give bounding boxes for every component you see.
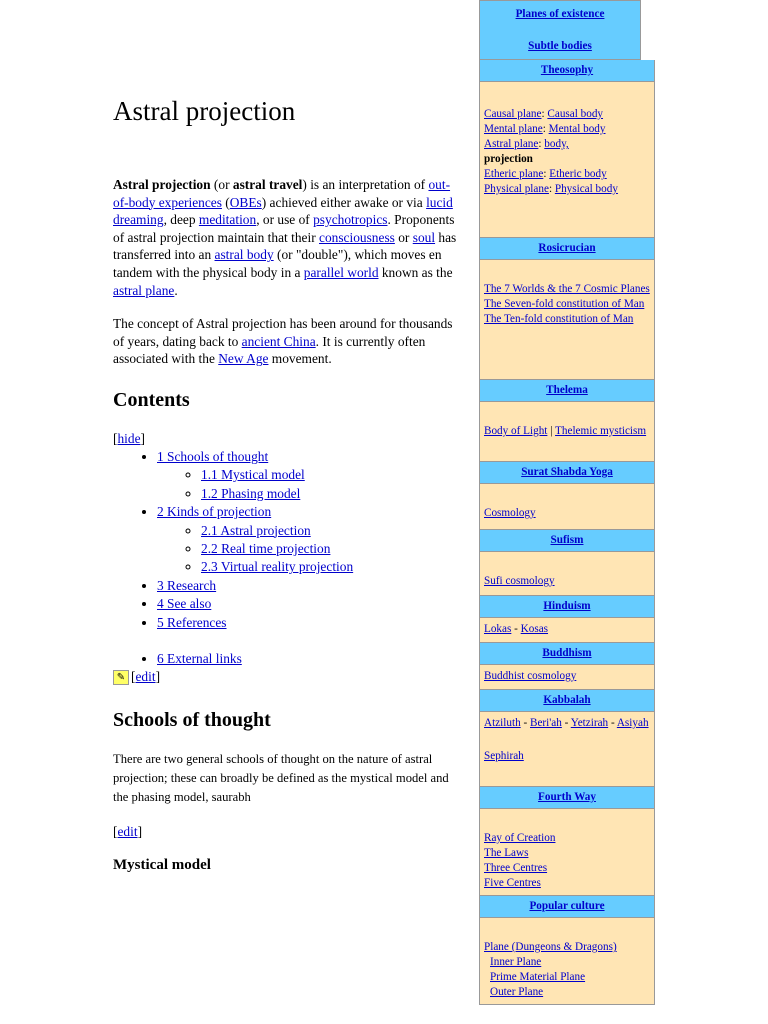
toc-item [157,503,463,577]
link-thelema[interactable]: Thelema [546,384,588,396]
bracket: [ [113,824,118,840]
section-body-popular-culture [479,918,655,1005]
link-mental-plane[interactable]: Mental plane [484,123,543,135]
text: has transferred into an [113,229,457,263]
link-hinduism[interactable]: Hinduism [543,600,591,612]
toc-link-external[interactable]: 6 External links [157,651,242,666]
link-prime-material-plane[interactable]: Prime Material Plane [490,971,586,983]
link-rosicrucian[interactable]: Rosicrucian [538,242,596,254]
text: ) achieved either awake or via [261,194,427,210]
history-paragraph [113,315,463,368]
text: . [174,282,178,298]
section-body-kabbalah [479,712,655,787]
link-physical-plane[interactable]: Physical plane [484,183,549,195]
section-body-buddhism [479,665,655,690]
link-causal-body[interactable]: Causal body [547,108,604,120]
toc-item [157,614,463,632]
toc-item [201,466,463,484]
toc-item [201,485,463,503]
toc-link-kinds[interactable]: 2 Kinds of projection [157,504,272,520]
tab-subtle-bodies[interactable]: Subtle bodies [528,40,592,52]
link-meditation[interactable]: meditation [198,212,257,228]
intro-paragraph [113,176,463,299]
link-physical-body[interactable]: Physical body [554,183,618,195]
text: , deep [163,212,199,228]
edit-link-2[interactable]: edit [117,824,138,840]
bracket: [ [131,669,136,685]
article-body [113,94,463,875]
sep: : [543,168,550,180]
current-page-label: projection [484,153,533,165]
sep: - [511,623,521,635]
sep: - [520,717,530,729]
link-astral-plane-sb[interactable]: Astral plane [484,138,539,150]
section-heading-schools: Schools of thought [113,709,271,732]
section-header-sufism [479,530,655,552]
link-fourth-way[interactable]: Fourth Way [538,791,596,803]
schools-paragraph: There are two general schools of thought on the nature of astral projection; these can broadly be defined as the mystical model and the phasing model, saurabh [113,752,449,805]
toc-item [201,558,463,576]
toc-item [201,522,463,540]
section-header-rosicrucian [479,238,655,260]
sidebar-tabs [479,0,641,60]
series-sidebar [479,0,655,1005]
sep: - [561,717,571,729]
link-thelemic-mysticism[interactable]: Thelemic mysticism [555,425,647,437]
bold-term: astral travel [232,177,303,192]
toc-link-schools[interactable]: 1 Schools of thought [157,448,269,464]
link-theosophy[interactable]: Theosophy [540,64,594,76]
edit-pencil-icon[interactable]: ✎ [113,670,129,685]
link-atziluth[interactable]: Atziluth [484,717,521,729]
section-body-hinduism [479,618,655,643]
link-lucid-dreaming[interactable]: lucid dreaming [113,194,453,228]
toc-link-mystical[interactable]: 1.1 Mystical model [201,467,305,483]
link-popular-culture[interactable]: Popular culture [529,900,605,912]
bracket: [ [113,430,118,446]
link-kabbalah[interactable]: Kabbalah [543,694,591,706]
section-body-thelema [479,402,655,462]
link-kosas[interactable]: Kosas [520,623,549,635]
sep: : [541,108,548,120]
toc-link-realtime[interactable]: 2.2 Real time projection [201,540,331,556]
link-body-of-light[interactable]: Body of Light [484,425,548,437]
section-header-buddhism [479,643,655,665]
contents-heading: Contents [113,388,190,411]
link-seven-fold[interactable]: The Seven-fold constitution of Man [484,298,645,310]
section-header-kabbalah [479,690,655,712]
link-astral-body[interactable]: astral body [214,247,274,263]
bracket: ] [140,430,145,446]
link-ten-fold[interactable]: The Ten-fold constitution of Man [484,313,634,325]
sep: : [542,123,549,135]
toc-item [157,595,463,613]
text: or [394,229,413,245]
page-title: Astral projection [113,96,296,126]
toc-link-vr[interactable]: 2.3 Virtual reality projection [201,559,354,575]
section-body-surat [479,484,655,530]
toc-link-research[interactable]: 3 Research [157,577,217,593]
link-mental-body[interactable]: Mental body [548,123,606,135]
toc-link-references[interactable]: 5 References [157,614,227,630]
text: . It is currently often associated with the [113,333,426,367]
link-causal-plane[interactable]: Causal plane [484,108,542,120]
toc-link-phasing[interactable]: 1.2 Phasing model [201,485,301,501]
toc-hide-control [113,430,463,448]
section-body-fourth-way [479,809,655,896]
link-asiyah[interactable]: Asiyah [616,717,649,729]
text: (or [210,177,233,192]
link-soul[interactable]: soul [412,229,436,245]
sep: : [548,183,555,195]
edit-row-2 [113,823,463,841]
section-header-popular-culture [479,896,655,918]
link-psychotropics[interactable]: psychotropics [313,212,388,228]
edit-row [113,668,463,686]
link-ray-of-creation[interactable]: Ray of Creation [484,832,556,844]
link-buddhism[interactable]: Buddhism [542,647,592,659]
link-etheric-body[interactable]: Etheric body [549,168,607,180]
link-lokas[interactable]: Lokas [484,623,512,635]
section-body-sufism [479,552,655,596]
text: ) is an interpretation of [302,177,429,192]
link-buddhist-cosmology[interactable]: Buddhist cosmology [484,670,577,682]
link-sufism[interactable]: Sufism [550,534,584,546]
bracket: ] [155,669,161,685]
link-yetzirah[interactable]: Yetzirah [570,717,609,729]
edit-link[interactable]: edit [135,669,156,685]
toc-item [157,577,463,595]
tab-planes-of-existence[interactable]: Planes of existence [515,8,605,20]
link-the-laws[interactable]: The Laws [484,847,529,859]
section-body-theosophy [479,82,655,238]
link-obes[interactable]: OBEs [229,194,262,210]
link-ancient-china[interactable]: ancient China [241,333,316,349]
link-parallel-world[interactable]: parallel world [303,264,379,280]
text: known as the [378,264,453,280]
link-consciousness[interactable]: consciousness [319,229,395,245]
text: ( [221,194,230,210]
section-header-thelema [479,380,655,402]
bold-term: Astral projection [113,177,211,192]
sep: : [538,138,545,150]
section-header-hinduism [479,596,655,618]
link-three-centres[interactable]: Three Centres [484,862,548,874]
text: movement. [268,351,332,367]
text: . Proponents of astral projection maintain that their [113,212,455,245]
link-sufi-cosmology[interactable]: Sufi cosmology [484,575,555,587]
section-header-fourth-way [479,787,655,809]
toc-link-astral[interactable]: 2.1 Astral projection [201,522,311,538]
toc-item [157,650,463,668]
link-five-centres[interactable]: Five Centres [484,877,541,889]
subsection-heading-mystical: Mystical model [113,857,211,874]
link-inner-plane[interactable]: Inner Plane [490,956,542,968]
text: , or use of [256,212,314,228]
link-outer-plane[interactable]: Outer Plane [490,986,544,998]
link-beriah[interactable]: Beri'ah [530,717,562,729]
text: The concept of Astral projection has been around for thousands of years, dating back to [113,316,453,349]
sep: | [547,425,556,437]
table-of-contents [113,448,463,668]
toc-item [157,448,463,503]
text: (or "double"), which moves en tandem with the physical body in a [113,247,442,280]
toc-spacer [157,632,463,650]
section-body-rosicrucian [479,260,655,380]
toc-item [201,540,463,558]
section-header-theosophy [479,60,655,82]
toc-link-see-also[interactable]: 4 See also [157,596,212,612]
link-sephirah[interactable]: Sephirah [484,750,524,762]
sep: - [608,717,617,729]
link-astral-plane[interactable]: astral plane [113,282,175,298]
bracket: ] [137,824,143,840]
link-surat-shabda-yoga[interactable]: Surat Shabda Yoga [521,466,613,478]
link-etheric-plane[interactable]: Etheric plane [484,168,544,180]
link-obe[interactable]: out-of-body experiences [113,177,451,210]
section-header-surat [479,462,655,484]
toc-hide-link[interactable]: hide [117,430,141,446]
link-plane-dnd[interactable]: Plane (Dungeons & Dragons) [484,941,617,953]
link-cosmology[interactable]: Cosmology [484,507,536,519]
link-7-worlds[interactable]: The 7 Worlds & the 7 Cosmic Planes [484,283,650,295]
link-astral-body-sb[interactable]: body, [544,138,569,150]
link-new-age[interactable]: New Age [218,351,269,367]
